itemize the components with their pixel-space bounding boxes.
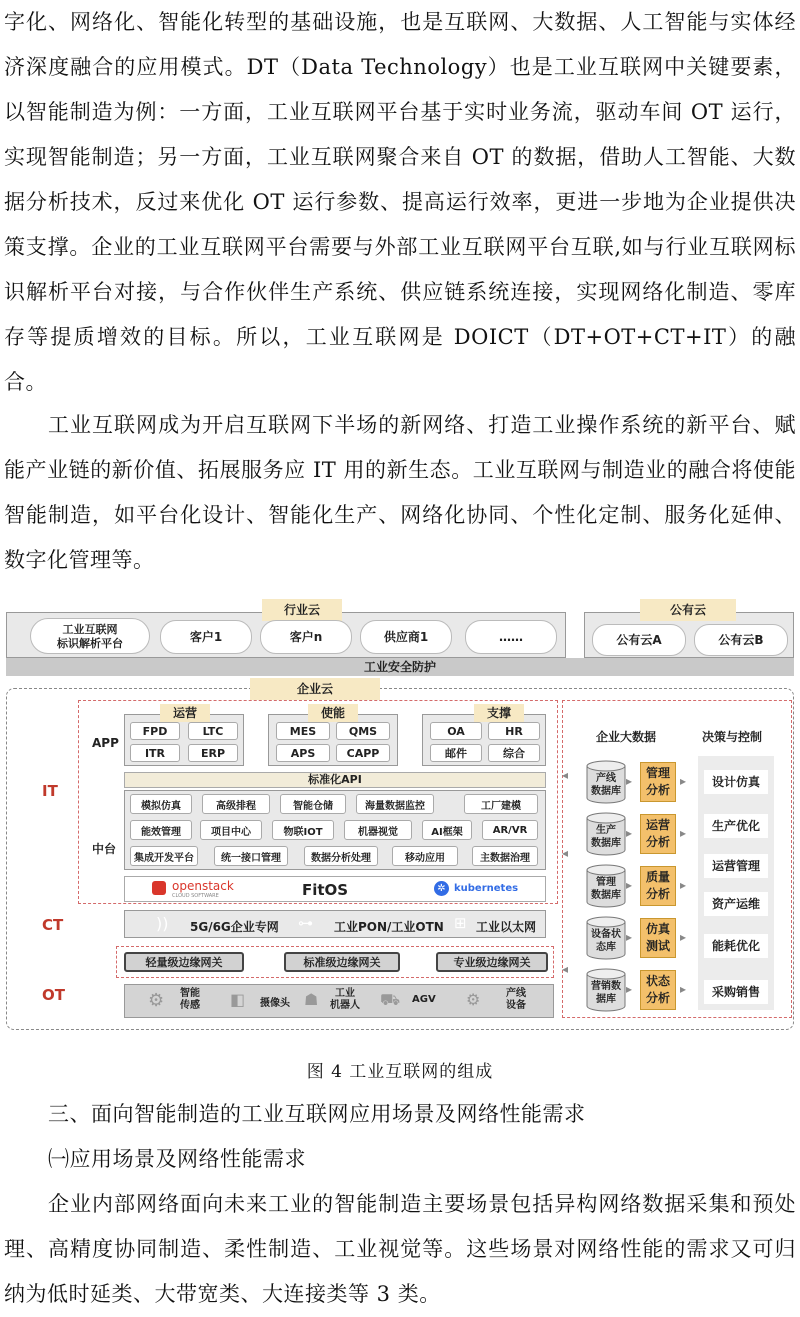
cloud-item: 客户n xyxy=(260,620,352,654)
agv-icon: ⛟ xyxy=(380,990,401,1009)
cloud-item: 公有云B xyxy=(694,624,788,656)
kubernetes-label: kubernetes xyxy=(454,883,519,894)
cloud-item: 供应商1 xyxy=(360,620,452,654)
body-paragraph: 字化、网络化、智能化转型的基础设施，也是互联网、大数据、人工智能与实体经济深度融合的应用模式。DT（Data Technology）也是工业互联网中关键要素，以智能制造为例：一方面，工业互联网平台基于实时业务流，驱动车间 OT 运行，实现智能制造；另一方面，工业互联网聚合来自 OT 的数据，借助人工智能、大数据分析技术，反过来优化 OT 运行参数、提高运行效率，更进一步地为企业提供决策支撑。企业的工业互联网平台需要与外部工业互联网平台互联,如与行业互联网标识解析平台对接，与合作伙伴生产系统、供应链系统连接，实现网络化制造、零库存等提质增效的目标。所以，工业互联网是 DOICT（DT+OT+CT+IT）的融合。 xyxy=(4,10,796,394)
arrow-icon: ◂ xyxy=(562,962,569,976)
database-label: 管理 数据库 xyxy=(591,877,621,901)
openstack-sublabel: CLOUD SOFTWARE xyxy=(172,893,219,899)
api-bar: 标准化API xyxy=(124,772,546,788)
robot-icon: ☗ xyxy=(304,990,319,1009)
section-heading: 三、面向智能制造的工业互联网应用场景及网络性能需求 xyxy=(48,1102,586,1126)
middle-item: 海量数据监控 xyxy=(356,794,434,814)
bigdata-title: 企业大数据 xyxy=(596,730,657,744)
middle-item: AI框架 xyxy=(422,820,472,840)
app-item: 综合 xyxy=(488,744,540,762)
decision-item: 设计仿真 xyxy=(704,770,768,794)
app-item: ERP xyxy=(188,744,238,762)
app-item: HR xyxy=(488,722,540,740)
openstack-label: openstack xyxy=(172,879,234,893)
middle-item: 智能仓储 xyxy=(280,794,346,814)
arrow-icon: ▸ xyxy=(680,878,687,892)
cloud-item: 客户1 xyxy=(160,620,252,654)
arrow-icon: ▸ xyxy=(626,930,633,944)
openstack-logo xyxy=(152,881,166,895)
figure-caption: 图 4 工业互联网的组成 xyxy=(306,1062,494,1082)
edge-gateway: 标准级边缘网关 xyxy=(284,952,400,972)
middle-item: 机器视觉 xyxy=(344,820,412,840)
middle-item: 数据分析处理 xyxy=(304,846,378,866)
security-bar: 工业安全防护 xyxy=(6,658,794,676)
cloud-item: 工业互联网 标识解析平台 xyxy=(30,618,150,654)
edge-gateway: 专业级边缘网关 xyxy=(436,952,548,972)
it-label: IT xyxy=(42,782,58,800)
decision-item: 生产优化 xyxy=(704,814,768,838)
ot-device: AGV xyxy=(412,994,436,1005)
camera-icon: ◧ xyxy=(230,990,246,1009)
arrow-icon: ▸ xyxy=(626,826,633,840)
database-label: 营销数 据库 xyxy=(591,981,621,1005)
database-icon xyxy=(586,916,626,960)
arrow-icon: ▸ xyxy=(680,774,687,788)
app-item: ITR xyxy=(130,744,180,762)
decision-item: 能耗优化 xyxy=(704,934,768,958)
body-paragraph: 企业内部网络面向未来工业的智能制造主要场景包括异构网络数据采集和预处理、高精度协同制造、柔性制造、工业视觉等。这些场景对网络性能的需求又可归纳为低时延类、大带宽类、大连接类等 3 类。 xyxy=(4,1192,796,1306)
decision-item: 运营管理 xyxy=(704,854,768,878)
database-label: 设备状 态库 xyxy=(591,929,621,953)
database-icon xyxy=(586,760,626,804)
arrow-icon: ▸ xyxy=(680,930,687,944)
fitos-label: FitOS xyxy=(302,881,349,899)
middle-item: 物联IOT xyxy=(272,820,334,840)
middle-item: 工厂建模 xyxy=(464,794,538,814)
ethernet-icon: ⊞ xyxy=(454,914,467,932)
middle-item: 能效管理 xyxy=(130,820,192,840)
app-item: 邮件 xyxy=(430,744,482,762)
sensor-icon: ⚙ xyxy=(148,990,165,1011)
database-icon xyxy=(586,812,626,856)
arrow-icon: ◂ xyxy=(562,768,569,782)
database-icon xyxy=(586,968,626,1012)
ct-network: 工业以太网 xyxy=(476,920,537,934)
arrow-icon: ▸ xyxy=(680,982,687,996)
edge-gateway: 轻量级边缘网关 xyxy=(124,952,244,972)
ct-network: 工业PON/工业OTN xyxy=(334,920,444,934)
analysis-box: 状态 分析 xyxy=(640,970,676,1010)
app-group-title: 运营 xyxy=(160,704,210,722)
pon-icon: ⊶ xyxy=(298,914,313,932)
app-item: OA xyxy=(430,722,482,740)
middle-item: 集成开发平台 xyxy=(130,846,198,866)
ot-device: 工业 机器人 xyxy=(330,988,360,1011)
arrow-icon: ▸ xyxy=(626,774,633,788)
cloud-item: …… xyxy=(465,620,557,654)
app-item: LTC xyxy=(188,722,238,740)
arrow-icon: ▸ xyxy=(680,826,687,840)
analysis-box: 仿真 测试 xyxy=(640,918,676,958)
arrow-icon: ◂ xyxy=(562,846,569,860)
app-item: APS xyxy=(276,744,330,762)
ot-device: 产线 设备 xyxy=(506,988,526,1011)
enterprise-cloud-tag: 企业云 xyxy=(250,678,380,700)
decision-title: 决策与控制 xyxy=(702,730,763,744)
middle-item: 高级排程 xyxy=(202,794,270,814)
analysis-box: 运营 分析 xyxy=(640,814,676,854)
app-item: CAPP xyxy=(336,744,390,762)
analysis-box: 质量 分析 xyxy=(640,866,676,906)
arrow-icon: ▸ xyxy=(626,878,633,892)
app-item: FPD xyxy=(130,722,180,740)
middle-item: 项目中心 xyxy=(200,820,262,840)
ot-label: OT xyxy=(42,986,65,1004)
middle-item: 移动应用 xyxy=(392,846,458,866)
database-label: 生产 数据库 xyxy=(591,825,621,849)
ot-device: 摄像头 xyxy=(260,998,290,1009)
wireless-icon: )) xyxy=(156,914,169,933)
app-item: QMS xyxy=(336,722,390,740)
app-item: MES xyxy=(276,722,330,740)
middle-item: 主数据治理 xyxy=(472,846,538,866)
middle-item: 模拟仿真 xyxy=(130,794,192,814)
decision-item: 采购销售 xyxy=(704,980,768,1004)
middle-item: 统一接口管理 xyxy=(214,846,288,866)
kubernetes-logo: ✲ xyxy=(434,881,449,896)
body-paragraph: 工业互联网成为开启互联网下半场的新网络、打造工业操作系统的新平台、赋能产业链的新价值、拓展服务应 IT 用的新生态。工业互联网与制造业的融合将使能智能制造，如平台化设计、智能化生产、网络化协同、个性化定制、服务化延伸、数字化管理等。 xyxy=(4,413,796,572)
analysis-box: 管理 分析 xyxy=(640,762,676,802)
industry-cloud-tag: 行业云 xyxy=(262,599,342,621)
app-group-title: 支撑 xyxy=(474,704,524,722)
database-label: 产线 数据库 xyxy=(591,773,621,797)
arrow-icon: ▸ xyxy=(626,982,633,996)
decision-panel xyxy=(698,756,774,1010)
decision-item: 资产运维 xyxy=(704,892,768,916)
database-icon xyxy=(586,864,626,908)
ct-network: 5G/6G企业专网 xyxy=(190,920,279,934)
app-group-title: 使能 xyxy=(308,704,358,722)
public-cloud-tag: 公有云 xyxy=(640,599,736,621)
ot-device: 智能 传感 xyxy=(180,988,200,1011)
cloud-item: 公有云A xyxy=(592,624,686,656)
subsection-heading: ㈠应用场景及网络性能需求 xyxy=(48,1147,306,1171)
middle-label: 中台 xyxy=(92,842,117,856)
industrial-internet-figure xyxy=(0,596,800,1040)
production-equipment-icon: ⚙ xyxy=(466,990,481,1009)
app-label: APP xyxy=(92,736,119,750)
middle-item: AR/VR xyxy=(482,820,538,840)
ct-label: CT xyxy=(42,916,64,934)
